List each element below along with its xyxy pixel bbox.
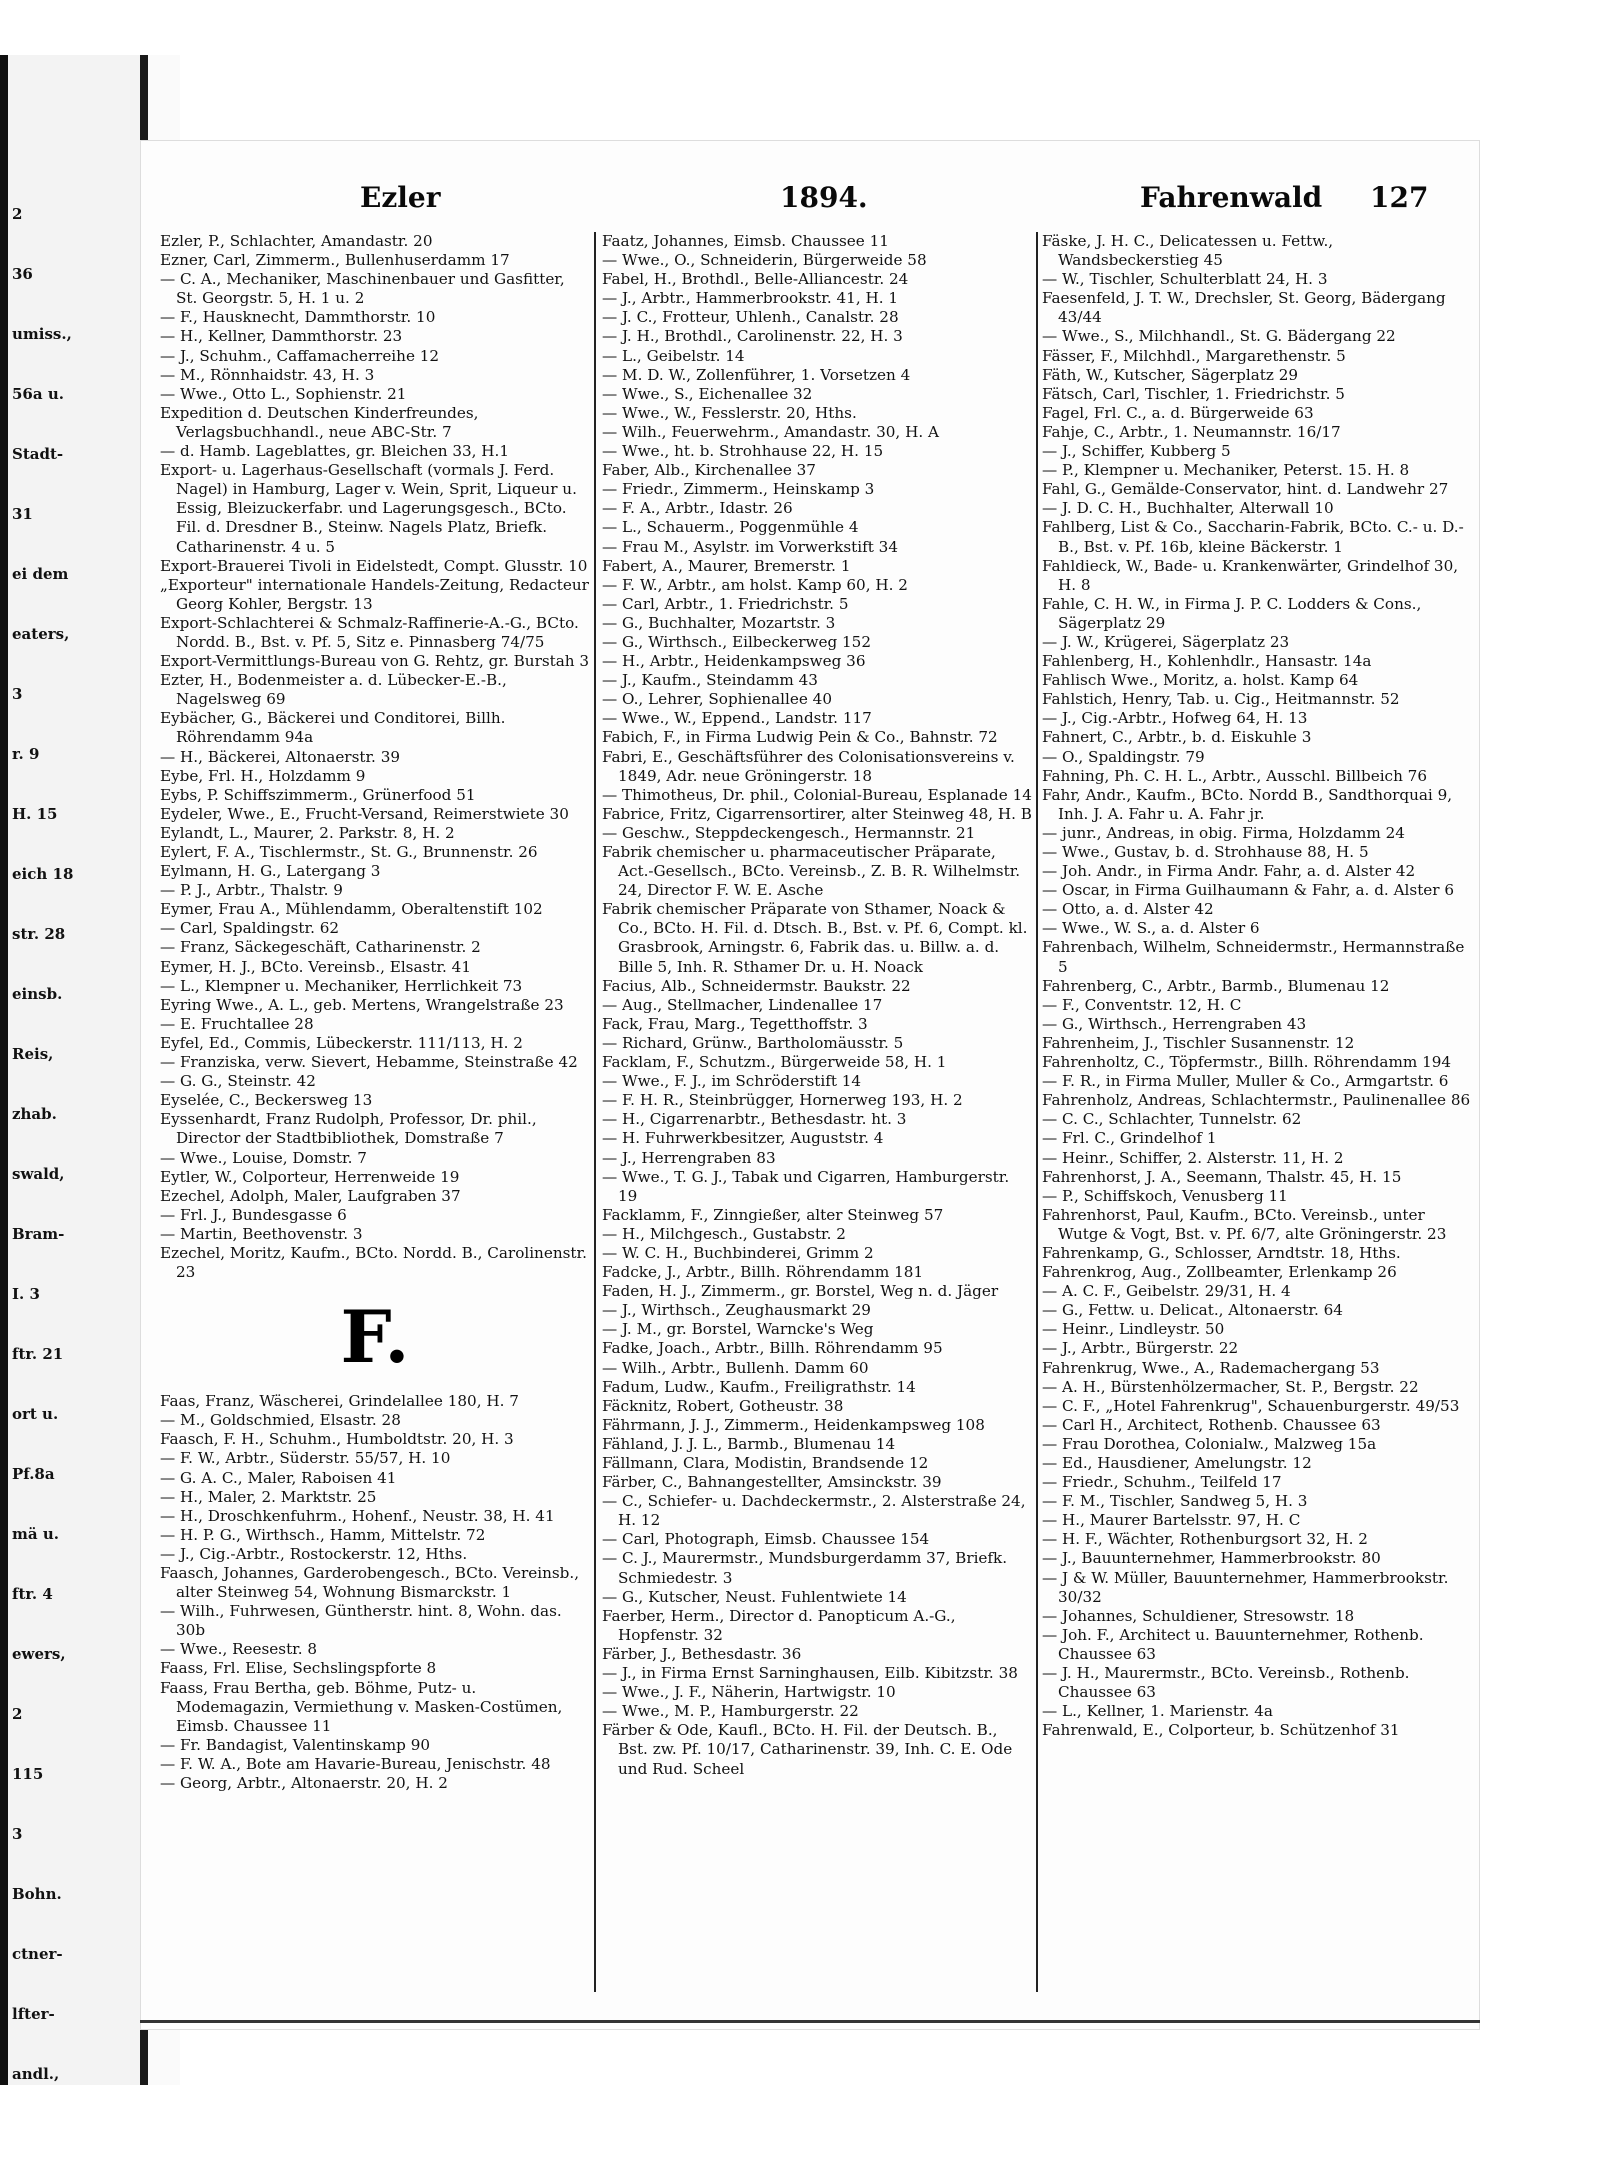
directory-entry: — C., Schiefer- u. Dachdeckermstr., 2. Alsterstraße 24, H. 12 xyxy=(602,1492,1026,1530)
directory-entry: — Franziska, verw. Sievert, Hebamme, Steinstraße 42 xyxy=(160,1053,578,1072)
directory-entry: — A. C. F., Geibelstr. 29/31, H. 4 xyxy=(1042,1282,1291,1301)
directory-entry: Fahrenheim, J., Tischler Susannenstr. 12 xyxy=(1042,1033,1355,1052)
directory-entry: Faas, Franz, Wäscherei, Grindelallee 180, H. 7 xyxy=(160,1392,519,1411)
directory-entry: Färber & Ode, Kaufl., BCto. H. Fil. der Deutsch. B., Bst. zw. Pf. 10/17, Catharinenstr. 39, Inh. C. E. Ode und Rud. Scheel xyxy=(602,1721,1013,1778)
directory-entry: Eyring Wwe., A. L., geb. Mertens, Wrangelstraße 23 xyxy=(160,995,564,1014)
directory-entry: Färber, J., Bethesdastr. 36 xyxy=(602,1644,802,1663)
margin-fragment: ftr. 21 xyxy=(12,1345,64,1363)
directory-entry: — L., Kellner, 1. Marienstr. 4a xyxy=(1042,1702,1273,1721)
directory-entry: — Carl, Arbtr., 1. Friedrichstr. 5 xyxy=(602,594,849,613)
header-right-catchword: Fahrenwald xyxy=(1140,181,1323,214)
directory-entry: — C. F., „Hotel Fahrenkrug", Schauenburgerstr. 49/53 xyxy=(1042,1396,1460,1415)
directory-entry: — Otto, a. d. Alster 42 xyxy=(1042,900,1214,919)
directory-entry: — M., Goldschmied, Elsastr. 28 xyxy=(160,1411,401,1430)
directory-entry: — F., Hausknecht, Dammthorstr. 10 xyxy=(160,308,436,327)
directory-entry: Ezner, Carl, Zimmerm., Bullenhuserdamm 17 xyxy=(160,251,510,270)
directory-entry: Fahrenhorst, Paul, Kaufm., BCto. Vereinsb., unter Wutge & Vogt, Bst. v. Pf. 6/7, alte Gröningerstr. 23 xyxy=(1042,1205,1447,1243)
directory-entry: Fäth, W., Kutscher, Sägerplatz 29 xyxy=(1042,365,1299,384)
directory-entry: — C. J., Maurermstr., Mundsburgerdamm 37, Briefk. Schmiedestr. 3 xyxy=(602,1549,1008,1587)
directory-entry: — C. A., Mechaniker, Maschinenbauer und Gasfitter, St. Georgstr. 5, H. 1 u. 2 xyxy=(160,270,565,308)
directory-entry: Fahrenkrug, Wwe., A., Rademachergang 53 xyxy=(1042,1358,1380,1377)
directory-entry: — H., Kellner, Dammthorstr. 23 xyxy=(160,327,403,346)
directory-entry: Ezechel, Adolph, Maler, Laufgraben 37 xyxy=(160,1186,461,1205)
directory-entry: — G. G., Steinstr. 42 xyxy=(160,1072,316,1091)
directory-entry: — Wwe., S., Eichenallee 32 xyxy=(602,384,813,403)
directory-entry: — Geschw., Steppdeckengesch., Hermannstr. 21 xyxy=(602,823,976,842)
directory-entry: Faass, Frl. Elise, Sechslingspforte 8 xyxy=(160,1659,437,1678)
directory-entry: — Thimotheus, Dr. phil., Colonial-Bureau, Esplanade 14 xyxy=(602,785,1032,804)
directory-entry: — F. W. A., Bote am Havarie-Bureau, Jenischstr. 48 xyxy=(160,1754,551,1773)
directory-entry: Eydeler, Wwe., E., Frucht-Versand, Reimerstwiete 30 xyxy=(160,804,569,823)
margin-fragment: Pf.8a xyxy=(12,1465,55,1483)
column-1 xyxy=(160,232,590,1992)
directory-entry: Faber, Alb., Kirchenallee 37 xyxy=(602,461,816,480)
directory-entry: — J., Arbtr., Bürgerstr. 22 xyxy=(1042,1339,1239,1358)
directory-entry: Fabich, F., in Firma Ludwig Pein & Co., Bahnstr. 72 xyxy=(602,728,998,747)
directory-entry: Fähland, J. J. L., Barmb., Blumenau 14 xyxy=(602,1434,896,1453)
directory-entry: — G., Fettw. u. Delicat., Altonaerstr. 64 xyxy=(1042,1301,1343,1320)
directory-entry: Fadke, Joach., Arbtr., Billh. Röhrendamm 95 xyxy=(602,1339,943,1358)
margin-fragment: einsb. xyxy=(12,985,63,1003)
directory-entry: — L., Schauerm., Poggenmühle 4 xyxy=(602,518,859,537)
column-divider xyxy=(1036,232,1038,1992)
directory-entry: — Oscar, in Firma Guilhaumann & Fahr, a. d. Alster 6 xyxy=(1042,881,1455,900)
directory-entry: Eytler, W., Colporteur, Herrenweide 19 xyxy=(160,1167,460,1186)
margin-fragment: 2 xyxy=(12,1705,23,1723)
directory-entry: Fagel, Frl. C., a. d. Bürgerweide 63 xyxy=(1042,403,1314,422)
margin-fragment: r. 9 xyxy=(12,745,40,763)
directory-entry: — Georg, Arbtr., Altonaerstr. 20, H. 2 xyxy=(160,1774,448,1793)
directory-entry: Fabri, E., Geschäftsführer des Colonisationsvereins v. 1849, Adr. neue Gröningerstr. 18 xyxy=(602,747,1015,785)
directory-entry: — junr., Andreas, in obig. Firma, Holzdamm 24 xyxy=(1042,823,1405,842)
directory-entry: — Wilh., Arbtr., Bullenh. Damm 60 xyxy=(602,1358,869,1377)
directory-entry: Fahlisch Wwe., Moritz, a. holst. Kamp 64 xyxy=(1042,671,1359,690)
directory-entry: Eylandt, L., Maurer, 2. Parkstr. 8, H. 2 xyxy=(160,823,455,842)
page-bottom-edge xyxy=(140,2020,1480,2023)
directory-entry: Fährmann, J. J., Zimmerm., Heidenkampsweg 108 xyxy=(602,1415,985,1434)
directory-entry: — G., Wirthsch., Eilbeckerweg 152 xyxy=(602,632,871,651)
directory-entry: Facius, Alb., Schneidermstr. Baukstr. 22 xyxy=(602,976,911,995)
directory-entry: — Aug., Stellmacher, Lindenallee 17 xyxy=(602,995,883,1014)
column-3 xyxy=(1042,232,1472,1992)
directory-entry: — Wwe., T. G. J., Tabak und Cigarren, Hamburgerstr. 19 xyxy=(602,1167,1010,1205)
directory-entry: — H. F., Wächter, Rothenburgsort 32, H. 2 xyxy=(1042,1530,1368,1549)
directory-entry: — J., in Firma Ernst Sarninghausen, Eilb. Kibitzstr. 38 xyxy=(602,1664,1018,1683)
directory-entry: Fadcke, J., Arbtr., Billh. Röhrendamm 181 xyxy=(602,1263,924,1282)
directory-entry: — H. P. G., Wirthsch., Hamm, Mittelstr. 72 xyxy=(160,1525,486,1544)
directory-entry: Fahrenkrog, Aug., Zollbeamter, Erlenkamp 26 xyxy=(1042,1263,1397,1282)
directory-entry: — Wwe., S., Milchhandl., St. G. Bädergang 22 xyxy=(1042,327,1396,346)
directory-entry: Eylmann, H. G., Latergang 3 xyxy=(160,862,381,881)
directory-entry: Eyselée, C., Beckersweg 13 xyxy=(160,1091,373,1110)
margin-fragment: 3 xyxy=(12,685,23,703)
margin-fragment: Reis, xyxy=(12,1045,54,1063)
directory-entry: — Johannes, Schuldiener, Stresowstr. 18 xyxy=(1042,1606,1355,1625)
directory-entry: — J., Cig.-Arbtr., Hofweg 64, H. 13 xyxy=(1042,709,1308,728)
directory-entry: Eymer, Frau A., Mühlendamm, Oberaltenstift 102 xyxy=(160,900,543,919)
directory-entry: Eybe, Frl. H., Holzdamm 9 xyxy=(160,766,366,785)
directory-entry: Fahrenwald, E., Colporteur, b. Schützenhof 31 xyxy=(1042,1721,1400,1740)
directory-entry: Eylert, F. A., Tischlermstr., St. G., Brunnenstr. 26 xyxy=(160,843,538,861)
directory-entry: — Friedr., Zimmerm., Heinskamp 3 xyxy=(602,480,875,499)
directory-entry: Färber, C., Bahnangestellter, Amsinckstr. 39 xyxy=(602,1473,942,1492)
directory-entry: Fahrenholtz, C., Töpfermstr., Billh. Röhrendamm 194 xyxy=(1042,1053,1452,1072)
directory-entry: Fabert, A., Maurer, Bremerstr. 1 xyxy=(602,556,851,575)
directory-entry: Export-Vermittlungs-Bureau von G. Rehtz, gr. Burstah 3 xyxy=(160,652,590,671)
directory-entry: Faatz, Johannes, Eimsb. Chaussee 11 xyxy=(602,232,889,250)
directory-entry: Ezler, P., Schlachter, Amandastr. 20 xyxy=(160,232,433,250)
directory-entry: — H., Droschkenfuhrm., Hohenf., Neustr. 38, H. 41 xyxy=(160,1506,555,1525)
directory-entry: — E. Fruchtallee 28 xyxy=(160,1014,314,1033)
margin-fragment: str. 28 xyxy=(12,925,66,943)
directory-entry: Eybs, P. Schiffszimmerm., Grünerfood 51 xyxy=(160,785,476,804)
directory-entry: — J. H., Maurermstr., BCto. Vereinsb., Rothenb. Chaussee 63 xyxy=(1042,1664,1410,1702)
directory-entry: Fäske, J. H. C., Delicatessen u. Fettw., Wandsbeckerstieg 45 xyxy=(1042,232,1334,270)
directory-entry: — H., Cigarrenarbtr., Bethesdastr. ht. 3 xyxy=(602,1110,907,1129)
directory-entry: Fahje, C., Arbtr., 1. Neumannstr. 16/17 xyxy=(1042,422,1341,441)
directory-entry: Export- u. Lagerhaus-Gesellschaft (vormals J. Ferd. Nagel) in Hamburg, Lager v. Wein, Sprit, Liqueur u. Essig, Bleizuckerfabr. und Lagerungsgesch., BCto. Fil. d. Dresdner B., Steinw. Nagels Platz, Briefk. Catharinenstr. 4 u. 5 xyxy=(160,461,577,556)
directory-entry: Fahle, C. H. W., in Firma J. P. C. Lodders & Cons., Sägerplatz 29 xyxy=(1042,594,1422,632)
directory-entry: Fabel, H., Brothdl., Belle-Alliancestr. 24 xyxy=(602,270,909,289)
directory-entry: — Wwe., O., Schneiderin, Bürgerweide 58 xyxy=(602,251,927,270)
margin-fragment: 56a u. xyxy=(12,385,64,403)
directory-entry: Fahrenberg, C., Arbtr., Barmb., Blumenau 12 xyxy=(1042,976,1390,995)
directory-entry: — F. M., Tischler, Sandweg 5, H. 3 xyxy=(1042,1492,1308,1511)
directory-entry: Fässer, F., Milchhdl., Margarethenstr. 5 xyxy=(1042,346,1346,365)
margin-fragment: lfter- xyxy=(12,2005,55,2023)
directory-entry: — C. C., Schlachter, Tunnelstr. 62 xyxy=(1042,1110,1302,1129)
directory-entry: Expedition d. Deutschen Kinderfreundes, Verlagsbuchhandl., neue ABC-Str. 7 xyxy=(160,403,479,441)
directory-entry: — Wwe., J. F., Näherin, Hartwigstr. 10 xyxy=(602,1683,896,1702)
directory-entry: — J. D. C. H., Buchhalter, Alterwall 10 xyxy=(1042,499,1334,518)
margin-fragment: zhab. xyxy=(12,1105,57,1123)
directory-entry: Fahrenbach, Wilhelm, Schneidermstr., Hermannstraße 5 xyxy=(1042,938,1465,976)
directory-entry: — H., Milchgesch., Gustabstr. 2 xyxy=(602,1224,846,1243)
directory-entry: — Frl. C., Grindelhof 1 xyxy=(1042,1129,1217,1148)
margin-fragment: eich 18 xyxy=(12,865,74,883)
directory-entry: — Heinr., Schiffer, 2. Alsterstr. 11, H. 2 xyxy=(1042,1148,1344,1167)
directory-entry: Faass, Frau Bertha, geb. Böhme, Putz- u. Modemagazin, Vermiethung v. Masken-Costümen, Eimsb. Chaussee 11 xyxy=(160,1678,563,1735)
directory-entry: — Joh. F., Architect u. Bauunternehmer, Rothenb. Chaussee 63 xyxy=(1042,1625,1424,1663)
directory-entry: — J., Schiffer, Kubberg 5 xyxy=(1042,442,1231,461)
page-number: 127 xyxy=(1370,181,1429,214)
directory-entry: — Carl, Photograph, Eimsb. Chaussee 154 xyxy=(602,1530,930,1549)
margin-fragment: andl., xyxy=(12,2065,60,2083)
directory-entry: — F. R., in Firma Muller, Muller & Co., Armgartstr. 6 xyxy=(1042,1072,1449,1091)
directory-entry: — Martin, Beethovenstr. 3 xyxy=(160,1224,363,1243)
header-left-catchword: Ezler xyxy=(360,181,441,214)
directory-entry: — Joh. Andr., in Firma Andr. Fahr, a. d. Alster 42 xyxy=(1042,862,1416,881)
directory-entry: — Wwe., W., Eppend., Landstr. 117 xyxy=(602,709,872,728)
directory-entry: Fabrik chemischer Präparate von Sthamer, Noack & Co., BCto. H. Fil. d. Dtsch. B., Bst. v. Pf. 6, Compt. kl. Grasbrook, Arningstr. 6, Fabrik das. u. Billw. a. d. Bille 5, Inh. R. Sthamer Dr. u. H. Noack xyxy=(602,900,1028,976)
directory-entry: — Franz, Säckegeschäft, Catharinenstr. 2 xyxy=(160,938,481,957)
directory-entry: — O., Spaldingstr. 79 xyxy=(1042,747,1205,766)
directory-entry: — J. W., Krügerei, Sägerplatz 23 xyxy=(1042,632,1290,651)
directory-entry: Fätsch, Carl, Tischler, 1. Friedrichstr. 5 xyxy=(1042,384,1345,403)
directory-entry: — F. W., Arbtr., Süderstr. 55/57, H. 10 xyxy=(160,1449,451,1468)
directory-entry: — d. Hamb. Lageblattes, gr. Bleichen 33, H.1 xyxy=(160,442,510,461)
directory-entry: — P. J., Arbtr., Thalstr. 9 xyxy=(160,881,343,900)
directory-entry: — H., Maurer Bartelsstr. 97, H. C xyxy=(1042,1511,1301,1530)
margin-fragment: 115 xyxy=(12,1765,44,1783)
directory-entry: Eybächer, G., Bäckerei und Conditorei, Billh. Röhrendamm 94a xyxy=(160,709,506,747)
directory-entry: Faasch, Johannes, Garderobengesch., BCto. Vereinsb., alter Steinweg 54, Wohnung Bismarckstr. 1 xyxy=(160,1564,580,1602)
directory-entry: Fäcknitz, Robert, Gotheustr. 38 xyxy=(602,1396,844,1415)
directory-entry: — H., Bäckerei, Altonaerstr. 39 xyxy=(160,747,401,766)
directory-entry: — W., Tischler, Schulterblatt 24, H. 3 xyxy=(1042,270,1328,289)
directory-entry: — P., Klempner u. Mechaniker, Peterst. 15. H. 8 xyxy=(1042,461,1410,480)
margin-fragment: swald, xyxy=(12,1165,65,1183)
directory-entry: — Frau M., Asylstr. im Vorwerkstift 34 xyxy=(602,537,898,556)
directory-entry: — Wwe., ht. b. Strohhause 22, H. 15 xyxy=(602,442,884,461)
directory-entry: — Richard, Grünw., Bartholomäusstr. 5 xyxy=(602,1033,904,1052)
directory-entry: Export-Schlachterei & Schmalz-Raffinerie-A.-G., BCto. Nordd. B., Bst. v. Pf. 5, Sitz e. Pinnasberg 74/75 xyxy=(160,613,579,651)
margin-fragment: 31 xyxy=(12,505,33,523)
directory-entry: Faden, H. J., Zimmerm., gr. Borstel, Weg n. d. Jäger xyxy=(602,1282,999,1301)
directory-entry: Facklam, F., Schutzm., Bürgerweide 58, H. 1 xyxy=(602,1053,947,1072)
directory-entry: — M., Rönnhaidstr. 43, H. 3 xyxy=(160,365,375,384)
margin-fragment: ftr. 4 xyxy=(12,1585,53,1603)
margin-fragment: Bohn. xyxy=(12,1885,62,1903)
directory-entry: — A. H., Bürstenhölzermacher, St. P., Bergstr. 22 xyxy=(1042,1377,1419,1396)
header-year: 1894. xyxy=(780,181,868,214)
directory-entry: — Wwe., M. P., Hamburgerstr. 22 xyxy=(602,1702,859,1721)
directory-entry: — Carl, Spaldingstr. 62 xyxy=(160,919,340,938)
directory-entry: — Frau Dorothea, Colonialw., Malzweg 15a xyxy=(1042,1434,1377,1453)
directory-entry: — Carl H., Architect, Rothenb. Chaussee 63 xyxy=(1042,1415,1381,1434)
directory-entry: — J., Bauunternehmer, Hammerbrookstr. 80 xyxy=(1042,1549,1381,1568)
directory-entry: Fabrice, Fritz, Cigarrensortirer, alter Steinweg 48, H. B xyxy=(602,804,1032,823)
directory-entry: Eyssenhardt, Franz Rudolph, Professor, Dr. phil., Director der Stadtbibliothek, Domstraße 7 xyxy=(160,1110,537,1148)
margin-fragment: ctner- xyxy=(12,1945,63,1963)
directory-entry: — Wwe., Gustav, b. d. Strohhause 88, H. 5 xyxy=(1042,843,1369,861)
directory-entry: — Wilh., Feuerwehrm., Amandastr. 30, H. A xyxy=(602,422,939,441)
directory-entry: Fahlberg, List & Co., Saccharin-Fabrik, BCto. C.- u. D.-B., Bst. v. Pf. 16b, kleine Bäckerstr. 1 xyxy=(1042,518,1464,556)
directory-entry: Fahlenberg, H., Kohlenhdlr., Hansastr. 14a xyxy=(1042,652,1372,671)
margin-fragment: mä u. xyxy=(12,1525,59,1543)
directory-entry: Fabrik chemischer u. pharmaceutischer Präparate, Act.-Gesellsch., BCto. Vereinsb., Z. B. R. Wilhelmstr. 24, Director F. W. E. Asche xyxy=(602,843,1021,900)
directory-entry: Fahnert, C., Arbtr., b. d. Eiskuhle 3 xyxy=(1042,728,1312,747)
directory-entry: Fahrenhorst, J. A., Seemann, Thalstr. 45, H. 15 xyxy=(1042,1167,1402,1186)
directory-entry: — P., Schiffskoch, Venusberg 11 xyxy=(1042,1186,1288,1205)
directory-entry: Ezechel, Moritz, Kaufm., BCto. Nordd. B., Carolinenstr. 23 xyxy=(160,1243,587,1282)
directory-entry: Fahlstich, Henry, Tab. u. Cig., Heitmannstr. 52 xyxy=(1042,690,1400,709)
directory-entry: Fahldieck, W., Bade- u. Krankenwärter, Grindelhof 30, H. 8 xyxy=(1042,556,1459,594)
directory-entry: — O., Lehrer, Sophienallee 40 xyxy=(602,690,832,709)
directory-entry: — G., Kutscher, Neust. Fuhlentwiete 14 xyxy=(602,1587,907,1606)
directory-entry: — M. D. W., Zollenführer, 1. Vorsetzen 4 xyxy=(602,365,911,384)
margin-fragment: I. 3 xyxy=(12,1285,40,1303)
margin-fragment: 2 xyxy=(12,205,23,223)
directory-entry: Eymer, H. J., BCto. Vereinsb., Elsastr. 41 xyxy=(160,957,471,976)
directory-entry: — H. Fuhrwerkbesitzer, Auguststr. 4 xyxy=(602,1129,884,1148)
directory-entry: — Heinr., Lindleystr. 50 xyxy=(1042,1320,1225,1339)
margin-fragment: 36 xyxy=(12,265,33,283)
directory-entry: Fahl, G., Gemälde-Conservator, hint. d. Landwehr 27 xyxy=(1042,480,1449,499)
directory-entry: Fahning, Ph. C. H. L., Arbtr., Ausschl. Billbeich 76 xyxy=(1042,766,1428,785)
margin-fragment: eaters, xyxy=(12,625,70,643)
directory-entry: Fack, Frau, Marg., Tegetthoffstr. 3 xyxy=(602,1014,868,1033)
directory-entry: Fällmann, Clara, Modistin, Brandsende 12 xyxy=(602,1454,929,1472)
directory-entry: — W. C. H., Buchbinderei, Grimm 2 xyxy=(602,1243,874,1262)
directory-entry: — J. H., Brothdl., Carolinenstr. 22, H. 3 xyxy=(602,327,903,346)
section-letter: F. xyxy=(340,1294,410,1380)
directory-entry: — Friedr., Schuhm., Teilfeld 17 xyxy=(1042,1473,1282,1492)
margin-fragment: ort u. xyxy=(12,1405,59,1423)
directory-entry: Eyfel, Ed., Commis, Lübeckerstr. 111/113, H. 2 xyxy=(160,1033,523,1052)
directory-entry: Ezter, H., Bodenmeister a. d. Lübecker-E.-B., Nagelsweg 69 xyxy=(160,671,507,709)
directory-entry: — J., Herrengraben 83 xyxy=(602,1148,776,1167)
directory-entry: — Fr. Bandagist, Valentinskamp 90 xyxy=(160,1735,431,1754)
directory-entry: „Exporteur" internationale Handels-Zeitung, Redacteur Georg Kohler, Bergstr. 13 xyxy=(160,575,589,613)
column-divider xyxy=(594,232,596,1992)
margin-fragment: umiss., xyxy=(12,325,72,343)
directory-entry: — J. M., gr. Borstel, Warncke's Weg xyxy=(602,1320,874,1339)
directory-entry: Fahrenholz, Andreas, Schlachtermstr., Paulinenallee 86 xyxy=(1042,1091,1471,1110)
directory-entry: — F. H. R., Steinbrügger, Hornerweg 193, H. 2 xyxy=(602,1091,963,1110)
directory-entry: — G., Wirthsch., Herrengraben 43 xyxy=(1042,1014,1307,1033)
directory-entry: — J., Arbtr., Hammerbrookstr. 41, H. 1 xyxy=(602,289,899,308)
directory-entry: — L., Klempner u. Mechaniker, Herrlichkeit 73 xyxy=(160,976,523,995)
directory-entry: — G., Buchhalter, Mozartstr. 3 xyxy=(602,613,836,632)
directory-entry: — G. A. C., Maler, Raboisen 41 xyxy=(160,1468,397,1487)
adjacent-page-strip xyxy=(12,55,132,2085)
directory-entry: — Wwe., W., Fesslerstr. 20, Hths. xyxy=(602,403,857,422)
directory-entry: — Ed., Hausdiener, Amelungstr. 12 xyxy=(1042,1454,1312,1472)
margin-fragment: ewers, xyxy=(12,1645,66,1663)
directory-entry: — Frl. J., Bundesgasse 6 xyxy=(160,1205,347,1224)
directory-entry: — Wwe., Reesestr. 8 xyxy=(160,1640,318,1659)
margin-fragment: ei dem xyxy=(12,565,69,583)
directory-entry: Facklamm, F., Zinngießer, alter Steinweg 57 xyxy=(602,1205,944,1224)
directory-entry: — Wilh., Fuhrwesen, Güntherstr. hint. 8, Wohn. das. 30b xyxy=(160,1602,562,1640)
directory-entry: — J., Schuhm., Caffamacherreihe 12 xyxy=(160,346,440,365)
margin-fragment: Stadt- xyxy=(12,445,64,463)
directory-entry: Export-Brauerei Tivoli in Eidelstedt, Compt. Glusstr. 10 xyxy=(160,556,588,575)
directory-entry: — Wwe., F. J., im Schröderstift 14 xyxy=(602,1072,862,1091)
directory-entry: Fahrenkamp, G., Schlosser, Arndtstr. 18, Hths. xyxy=(1042,1243,1401,1262)
directory-entry: — Wwe., W. S., a. d. Alster 6 xyxy=(1042,919,1260,938)
directory-entry: — Wwe., Louise, Domstr. 7 xyxy=(160,1148,367,1167)
directory-entry: — J. C., Frotteur, Uhlenh., Canalstr. 28 xyxy=(602,308,899,327)
directory-entry: Fadum, Ludw., Kaufm., Freiligrathstr. 14 xyxy=(602,1377,916,1396)
directory-entry: — J., Kaufm., Steindamm 43 xyxy=(602,671,818,690)
directory-entry: — F. W., Arbtr., am holst. Kamp 60, H. 2 xyxy=(602,575,908,594)
directory-entry: — H., Arbtr., Heidenkampsweg 36 xyxy=(602,652,866,671)
directory-entry: — F. A., Arbtr., Idastr. 26 xyxy=(602,499,793,518)
column-2 xyxy=(602,232,1032,1992)
directory-entry: Faesenfeld, J. T. W., Drechsler, St. Georg, Bädergang 43/44 xyxy=(1042,289,1446,327)
directory-entry: Fahr, Andr., Kaufm., BCto. Nordd B., Sandthorquai 9, Inh. J. A. Fahr u. A. Fahr jr. xyxy=(1042,785,1453,823)
margin-fragment: H. 15 xyxy=(12,805,58,823)
directory-entry: — J & W. Müller, Bauunternehmer, Hammerbrookstr. 30/32 xyxy=(1042,1568,1449,1606)
margin-fragment: Bram- xyxy=(12,1225,65,1243)
margin-fragment: 3 xyxy=(12,1825,23,1843)
directory-page xyxy=(140,140,1480,2030)
directory-entry: — J., Cig.-Arbtr., Rostockerstr. 12, Hths. xyxy=(160,1544,468,1563)
directory-entry: Faasch, F. H., Schuhm., Humboldtstr. 20, H. 3 xyxy=(160,1430,514,1449)
directory-entry: — J., Wirthsch., Zeughausmarkt 29 xyxy=(602,1301,871,1320)
directory-entry: — H., Maler, 2. Marktstr. 25 xyxy=(160,1487,377,1506)
directory-entry: Faerber, Herm., Director d. Panopticum A.-G., Hopfenstr. 32 xyxy=(602,1606,956,1644)
page-header xyxy=(140,180,1480,220)
directory-entry: — L., Geibelstr. 14 xyxy=(602,346,745,365)
directory-entry: — F., Conventstr. 12, H. C xyxy=(1042,995,1242,1014)
directory-entry: — Wwe., Otto L., Sophienstr. 21 xyxy=(160,384,407,403)
